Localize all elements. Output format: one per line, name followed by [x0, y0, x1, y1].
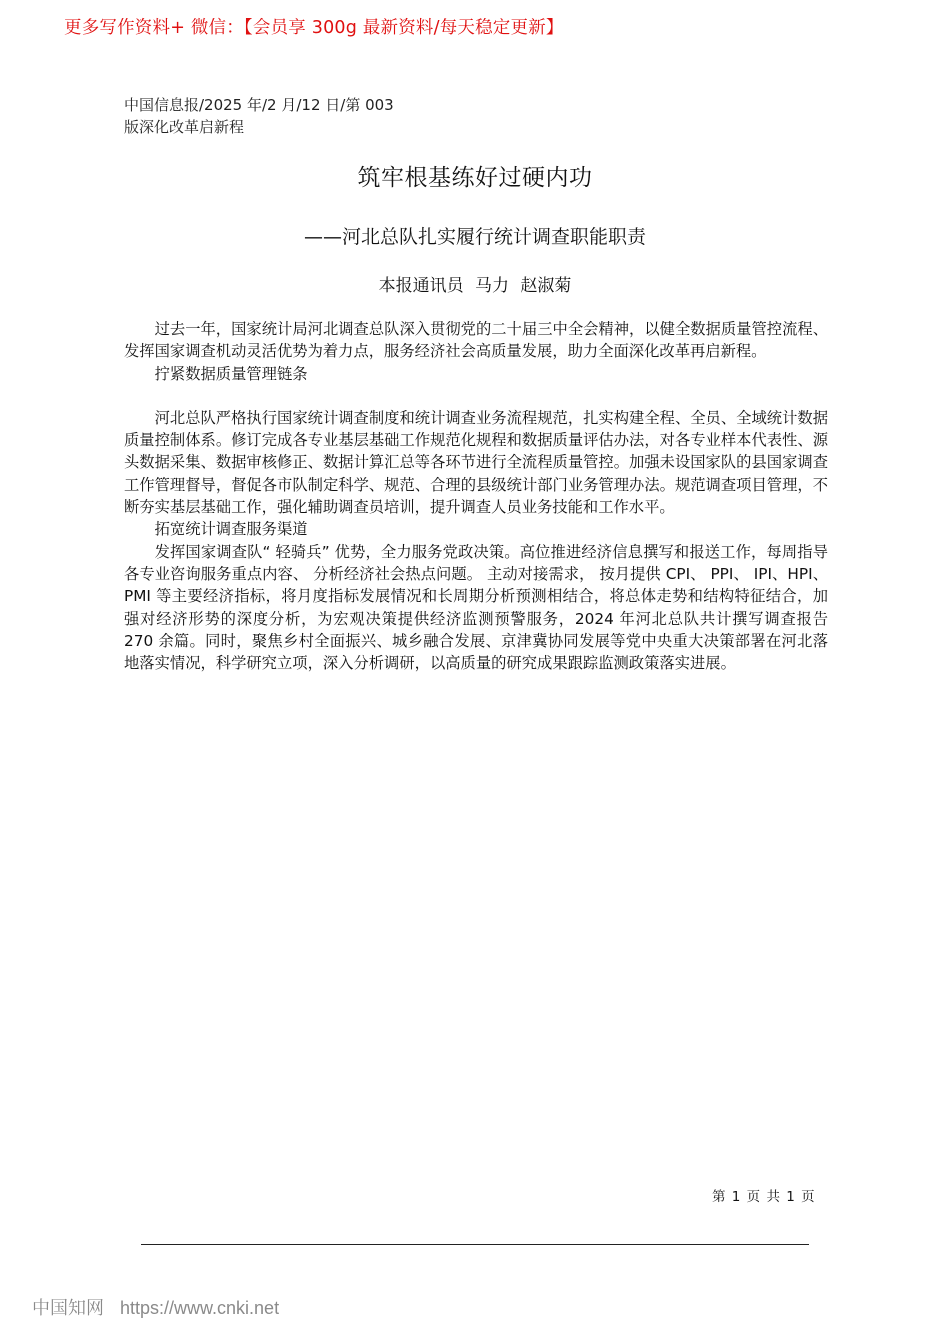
section-heading-service-channels: 拓宽统计调查服务渠道 — [154, 520, 308, 539]
source-line-2: 版深化改革启新程 — [124, 118, 245, 136]
paragraph-data-quality: 河北总队严格执行国家统计调查制度和统计调查业务流程规范，扎实构建全程、全员、全域统计数据质量控制体系。修订完成各专业基层基础工作规范化规程和数据质量评估办法，对各专业样本代表性、源头数据采集、数据审核修正、数据计算汇总等各环节进行全流程质量管控。加强未设国家队的县国家调查工作管理督导，督促各市队制定科学、规范、合理的县级统计部门业务管理办法。规范调查项目管理，不断夯实基层基础工作，强化辅助调查员培训，提升调查人员业务技能和工作水平。 — [124, 408, 828, 517]
watermark-brand: 中国知网 — [32, 1298, 104, 1318]
footer-divider — [141, 1244, 809, 1245]
article-byline: 本报通讯员 马力 赵淑菊 — [378, 276, 572, 296]
paragraph-spacer — [124, 385, 828, 407]
paragraph-service-channels: 发挥国家调查队“ 轻骑兵” 优势，全力服务党政决策。高位推进经济信息撰写和报送工作，每周指导各专业咨询服务重点内容、 分析经济社会热点问题。 主动对接需求， 按月提供 CPI、 PPI、 IPI、HPI、PMI 等主要经济指标，将月度指标发展情况和长周期分析预测相结合，将总体走势和结构特征结合，加强对经济形势的深度分析，为宏观决策提供经济监测预警服务，2024 年河北总队共计撰写调查报告 270 余篇。同时，聚焦乡村全面振兴、城乡融合发展、京津冀协同发展等党中央重大决策部署在河北落地落实情况，科学研究立项，深入分析调研，以高质量的研究成果跟踪监测政策落实进展。 — [124, 542, 828, 673]
article-body — [124, 318, 828, 674]
source-line-1: 中国信息报/2025 年/2 月/12 日/第 003 — [124, 96, 394, 114]
cnki-watermark — [32, 1294, 279, 1320]
paragraph-intro: 过去一年，国家统计局河北调查总队深入贯彻党的二十届三中全会精神，以健全数据质量管控流程、发挥国家调查机动灵活优势为着力点，服务经济社会高质量发展，助力全面深化改革再启新程。 — [124, 320, 828, 361]
watermark-url: https://www.cnki.net — [120, 1298, 280, 1318]
article-title: 筑牢根基练好过硬内功 — [357, 165, 593, 191]
page-number: 第 1 页 共 1 页 — [712, 1189, 816, 1205]
promo-banner: 更多写作资料+ 微信：【会员享 300g 最新资料/每天稳定更新】 — [64, 18, 564, 38]
source-citation — [124, 94, 394, 138]
section-heading-data-quality: 拧紧数据质量管理链条 — [154, 364, 308, 383]
article-subtitle: ——河北总队扎实履行统计调查职能职责 — [303, 226, 646, 248]
